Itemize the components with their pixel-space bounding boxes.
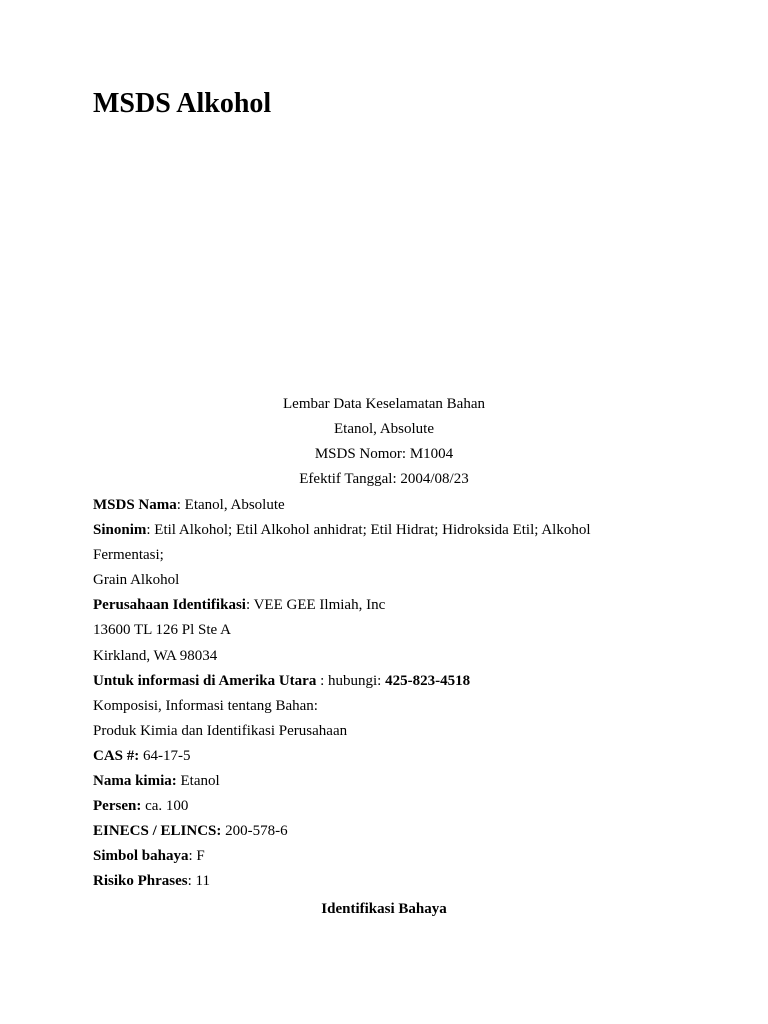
field-persen [93,794,693,819]
field-sinonim [93,518,693,543]
field-value: 200-578-6 [221,823,288,840]
field-value: : F [188,848,205,865]
field-contact [93,669,693,694]
field-sinonim-continued: Fermentasi; [93,547,164,564]
header-line-sheet-type: Lembar Data Keselamatan Bahan [283,396,485,412]
field-cas [93,744,693,769]
field-label: Sinonim [93,522,147,539]
field-value: Etanol [176,773,220,790]
field-label: Untuk informasi di Amerika Utara [93,672,317,689]
product-identification-heading: Produk Kimia dan Identifikasi Perusahaan [93,722,348,739]
contact-phone: 425-823-4518 [385,672,471,689]
contact-middle-text: : hubungi: [316,672,386,689]
field-simbol-bahaya [93,844,693,869]
field-label: Persen: [93,798,142,815]
field-nama-kimia [93,769,693,794]
field-label: CAS #: [93,747,140,764]
field-label: Nama kimia: [93,773,177,790]
document-header [0,392,768,492]
field-value: 64-17-5 [139,747,191,764]
field-label: MSDS Nama [93,497,177,513]
header-line-msds-number: MSDS Nomor: M1004 [314,446,454,462]
field-perusahaan [93,593,693,618]
field-sinonim-continued: Grain Alkohol [93,572,180,589]
field-value: : 11 [187,873,210,890]
address-line: 13600 TL 126 Pl Ste A [93,622,231,639]
field-label: Simbol bahaya [93,848,189,865]
field-value: : VEE GEE Ilmiah, Inc [245,597,386,614]
field-label: EINECS / ELINCS: [93,823,222,840]
section-heading-hazard-identification: Identifikasi Bahaya [321,901,447,917]
address-line: Kirkland, WA 98034 [93,647,218,664]
document-title: MSDS Alkohol [93,88,272,119]
field-risiko-phrases [93,869,693,894]
header-line-product: Etanol, Absolute [334,421,434,437]
field-label: Risiko Phrases [93,873,188,890]
field-value: : Etanol, Absolute [176,497,285,513]
composition-heading: Komposisi, Informasi tentang Bahan: [93,697,318,714]
field-value: ca. 100 [141,798,189,815]
field-label: Perusahaan Identifikasi [93,597,246,614]
field-value: : Etil Alkohol; Etil Alkohol anhidrat; Etil Hidrat; Hidroksida Etil; Alkohol [146,522,591,539]
document-body [93,493,693,895]
field-einecs [93,819,693,844]
header-line-effective-date: Efektif Tanggal: 2004/08/23 [299,471,469,487]
field-msds-nama [93,493,693,518]
